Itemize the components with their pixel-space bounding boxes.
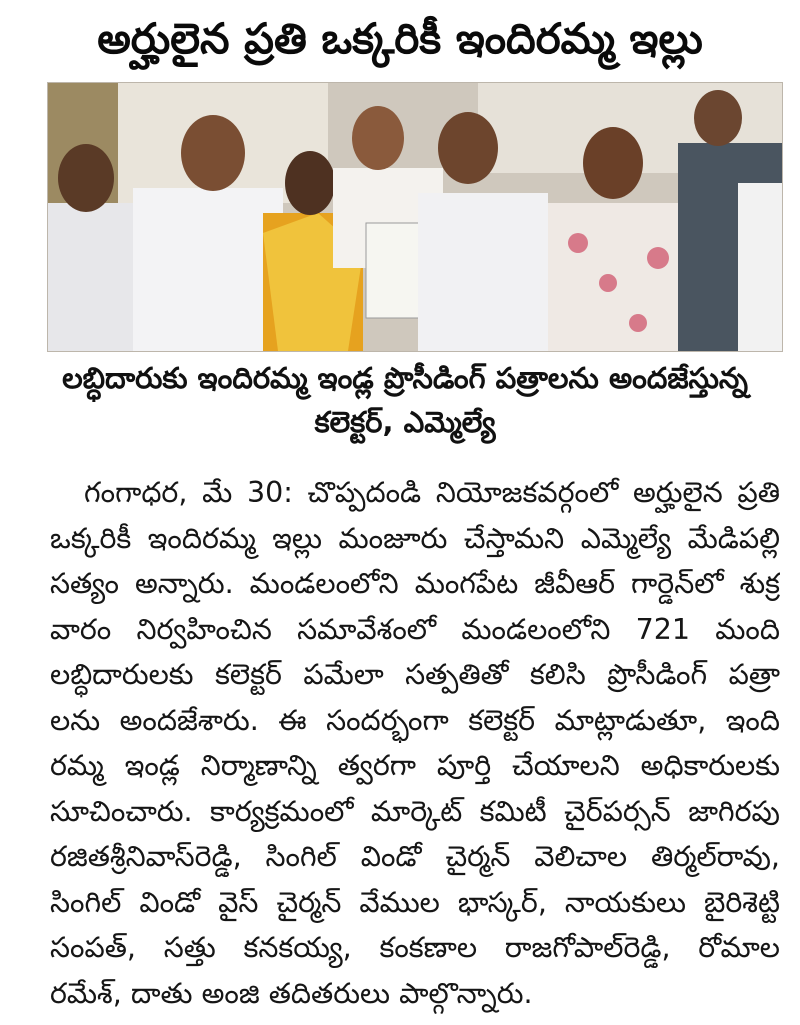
article-body [50, 470, 780, 1016]
news-photo [47, 82, 783, 352]
body-line: రమేశ్, దాతు అంజి తదితరులు పాల్గొన్నారు. [50, 976, 533, 1010]
body-line: ఒక్కరికీ ఇందిరమ్మ ఇల్లు మంజూరు చేస్తామని ఎమ్మెల్యే మేడిపల్లి [50, 521, 780, 555]
body-line: సంపత్, సత్తు కనకయ్య, కంకణాల రాజగోపాల్‌రెడ్డి, రోమాల [50, 931, 780, 964]
body-line: సత్యం అన్నారు. మండలంలోని మంగపేట జీవీఆర్ గార్డెన్‌లో శుక్ర [50, 567, 780, 600]
body-line: సూచించారు. కార్యక్రమంలో మార్కెట్ కమిటీ చైర్‌పర్సన్ జాగిరపు [50, 794, 780, 828]
body-line: లబ్ధిదారులకు కలెక్టర్ పమేలా సత్పతితో కలిసి ప్రొసీడింగ్ పత్రా [50, 658, 780, 691]
photo-caption: లబ్ధిదారుకు ఇందిరమ్మ ఇండ్ల ప్రొసీడింగ్ పత్రాలను అందజేస్తున్న కలెక్టర్, ఎమ్మెల్యే [62, 361, 748, 439]
body-line: వారం నిర్వహించిన సమావేశంలో మండలంలోని 721 మంది [50, 612, 780, 646]
body-line: లను అందజేశారు. ఈ సందర్భంగా కలెక్టర్ మాట్లాడుతూ, ఇంది [50, 703, 780, 737]
body-line: రజితశ్రీనివాస్‌రెడ్డి, సింగిల్ విండో చైర్మన్ వెలిచాల తిర్మల్‌రావు, [50, 840, 780, 873]
headline: అర్హులైన ప్రతి ఒక్కరికీ ఇందిరమ్మ ఇల్లు [97, 14, 703, 63]
body-line: గంగాధర, మే 30: చొప్పదండి నియోజకవర్గంలో అర్హులైన ప్రతి [84, 476, 780, 509]
body-line: సింగిల్ విండో వైస్ చైర్మన్ వేముల భాస్కర్, నాయకులు బైరిశెట్టి [50, 885, 780, 919]
body-line: రమ్మ ఇండ్ల నిర్మాణాన్ని త్వరగా పూర్తి చేయాలని అధికారులకు [50, 749, 780, 782]
